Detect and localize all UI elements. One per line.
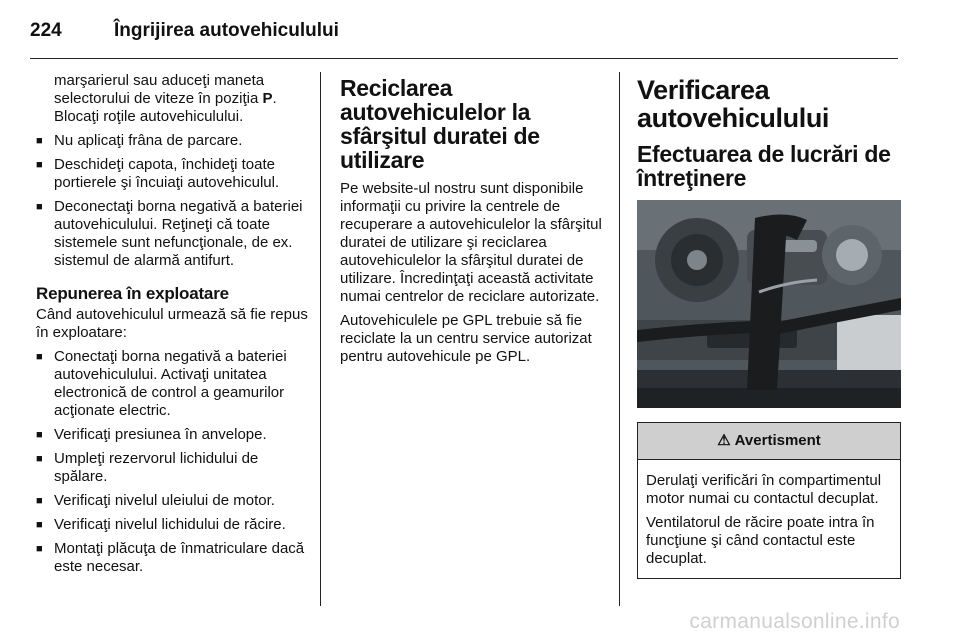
warning-label: Avertisment <box>734 432 821 449</box>
section-intro: Când autovehiculul urmează să fie repus în exploatare: <box>36 306 308 341</box>
column-left <box>36 72 308 582</box>
bullet-icon: ■ <box>36 519 43 531</box>
chapter-title: Îngrijirea autovehiculului <box>114 20 339 41</box>
list-item: ■ Verificaţi nivelul lichidului de răcire. <box>36 516 286 533</box>
list-item: ■ Nu aplicaţi frâna de parcare. <box>36 132 243 149</box>
bullet-icon: ■ <box>36 453 43 465</box>
page-header <box>30 16 339 46</box>
list-item: ■ Deconectaţi borna negativă a bateriei autovehiculului. Reţineţi că toate sistemele sunt nefuncţionale, de ex. sistemul de alarmă antifurt. <box>36 198 303 269</box>
list-item: ■ Deschideţi capota, închideţi toate portierele şi încuiaţi autovehiculul. <box>36 156 280 191</box>
list-item: ■ Verificaţi presiunea în anvelope. <box>36 426 267 443</box>
bullet-icon: ■ <box>36 159 43 171</box>
gear-position-p: P <box>262 90 273 107</box>
warning-body <box>638 460 900 578</box>
column-divider-1 <box>320 72 321 606</box>
bullet-icon: ■ <box>36 135 43 147</box>
list-item: ■ Conectaţi borna negativă a bateriei autovehiculului. Activaţi unitatea electronică de control a geamurilor acţionate electric. <box>36 348 287 419</box>
bullet-icon: ■ <box>36 543 43 555</box>
column-right <box>637 72 901 579</box>
bullet-icon: ■ <box>36 351 43 363</box>
column-middle <box>340 72 606 372</box>
column-divider-2 <box>619 72 620 606</box>
warning-header <box>638 423 900 460</box>
page-number: 224 <box>30 20 62 41</box>
recycling-paragraph-1: Pe website-ul nostru sunt disponibile informaţii cu privire la centrele de recuperare a autovehiculelor la sfârşitul duratei de utilizare şi reciclarea autovehiculelor la sfârşitul duratei de utilizare. Încredinţaţi această activitate numai centrelor de reciclare autorizate. <box>340 180 602 305</box>
recycling-paragraph-2: Autovehiculele pe GPL trebuie să fie reciclate la un centru service autorizat pentru autovehicule pe GPL. <box>340 312 592 365</box>
engine-photo-illustration <box>637 200 901 408</box>
recycling-title: Reciclarea autovehiculelor la sfârşitul duratei de utilizare <box>340 75 540 173</box>
section-title: Repunerea în exploatare <box>36 284 229 303</box>
list-item: ■ Montaţi plăcuţa de înmatriculare dacă este necesar. <box>36 540 305 575</box>
header-divider <box>30 58 898 59</box>
list-item: ■ Verificaţi nivelul uleiului de motor. <box>36 492 275 509</box>
warning-box <box>637 422 901 579</box>
warning-paragraph-2: Ventilatorul de răcire poate intra în funcţiune şi când contactul este decuplat. <box>646 514 875 567</box>
maintenance-subtitle: Efectuarea de lucrări de întreţinere <box>637 141 891 191</box>
warning-triangle-icon: ⚠ <box>717 432 731 449</box>
watermark: carmanualsonline.info <box>689 610 900 633</box>
warning-paragraph-1: Derulaţi verificări în compartimentul motor numai cu contactul decuplat. <box>646 472 882 507</box>
bullet-icon: ■ <box>36 201 43 213</box>
bullet-icon: ■ <box>36 495 43 507</box>
bullet-icon: ■ <box>36 429 43 441</box>
intro-paragraph: marşarierul sau aduceţi maneta selectorului de viteze în poziţia P. Blocaţi roţile autovehiculului. <box>54 72 277 125</box>
vehicle-check-title: Verificarea autovehiculului <box>637 75 830 133</box>
engine-compartment-image <box>637 200 901 408</box>
list-item: ■ Umpleţi rezervorul lichidului de spălare. <box>36 450 259 485</box>
